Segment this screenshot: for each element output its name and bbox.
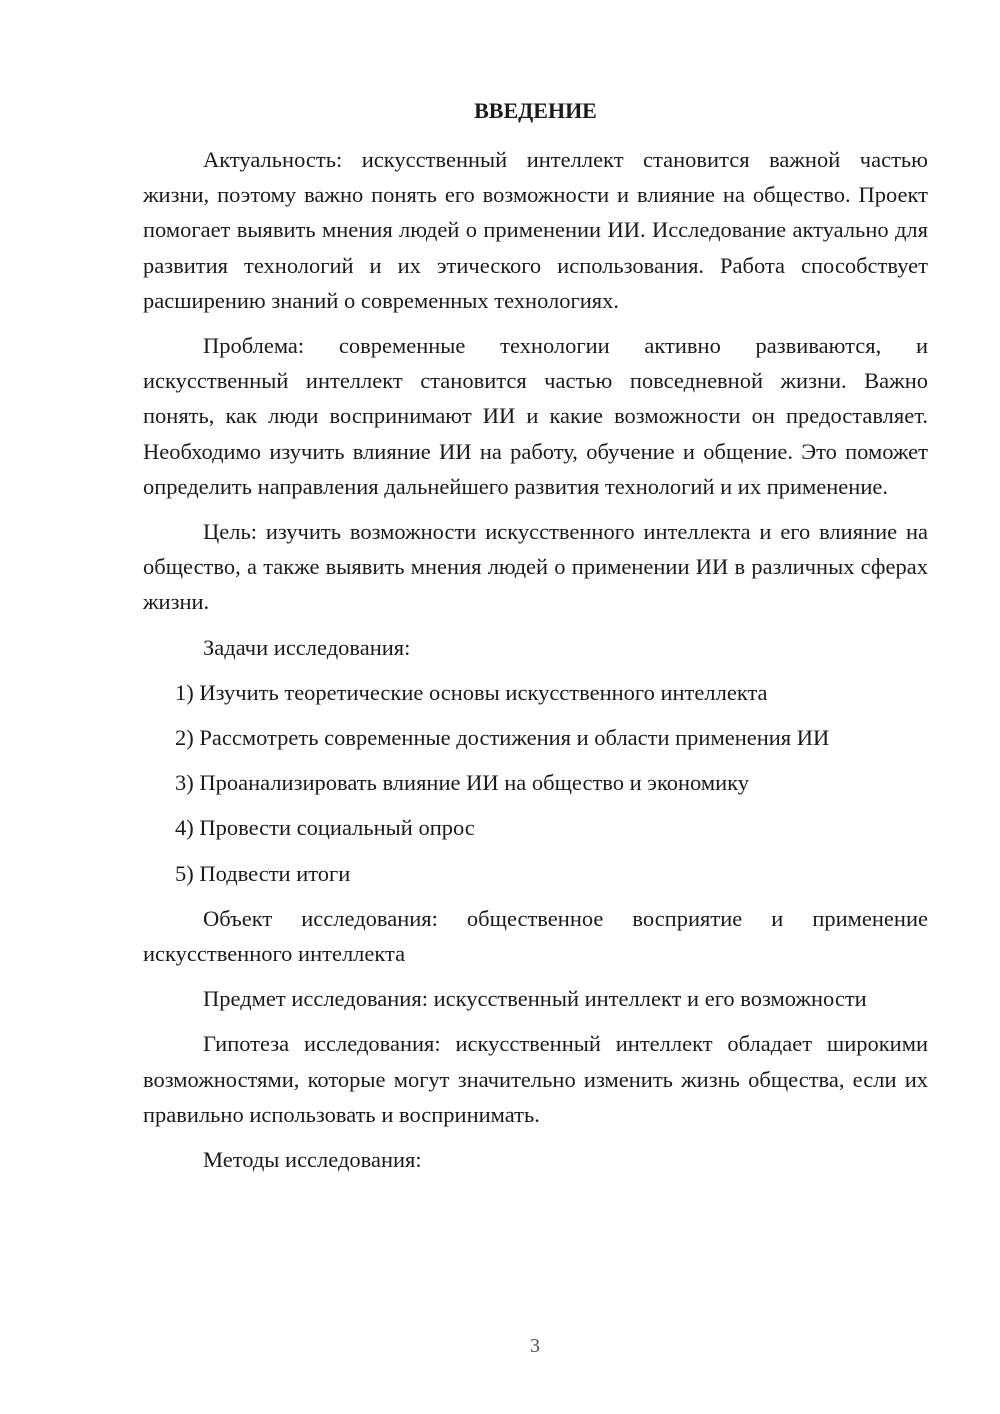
- paragraph-tasks-heading: Задачи исследования:: [203, 634, 411, 660]
- paragraph-object: Объект исследования: общественное восприятие и применение искусственного интеллекта: [143, 905, 928, 967]
- list-item: 3) Проанализировать влияние ИИ на общество и экономику: [175, 770, 749, 796]
- paragraph-problem: Проблема: современные технологии активно развиваются, и искусственный интеллект становится частью повседневной жизни. Важно понять, как люди воспринимают ИИ и какие возможности он предоставляет. Необходимо изучить влияние ИИ на работу, обучение и общение. Это поможет определить направления дальнейшего развития технологий и их применение.: [143, 333, 928, 499]
- list-item: 5) Подвести итоги: [175, 860, 351, 886]
- list-item: 4) Провести социальный опрос: [175, 815, 475, 841]
- page-title: ВВЕДЕНИЕ: [474, 98, 597, 123]
- list-item: 1) Изучить теоретические основы искусственного интеллекта: [175, 679, 768, 705]
- document-body: [143, 142, 928, 1177]
- paragraph-methods: Методы исследования:: [203, 1147, 422, 1173]
- paragraph-relevance: Актуальность: искусственный интеллект становится важной частью жизни, поэтому важно понять его возможности и влияние на общество. Проект помогает выявить мнения людей о применении ИИ. Исследование актуально для развития технологий и их этического использования. Работа способствует расширению знаний о современных технологиях.: [143, 147, 928, 313]
- task-list: [143, 675, 928, 891]
- list-item: 2) Рассмотреть современные достижения и области применения ИИ: [175, 725, 830, 751]
- paragraph-goal: Цель: изучить возможности искусственного интеллекта и его влияние на общество, а также выявить мнения людей о применении ИИ в различных сферах жизни.: [143, 519, 928, 615]
- page-number: 3: [530, 1335, 540, 1357]
- paragraph-subject: Предмет исследования: искусственный интеллект и его возможности: [203, 986, 867, 1012]
- paragraph-hypothesis: Гипотеза исследования: искусственный интеллект обладает широкими возможностями, которые могут значительно изменить жизнь общества, если их правильно использовать и воспринимать.: [143, 1031, 928, 1127]
